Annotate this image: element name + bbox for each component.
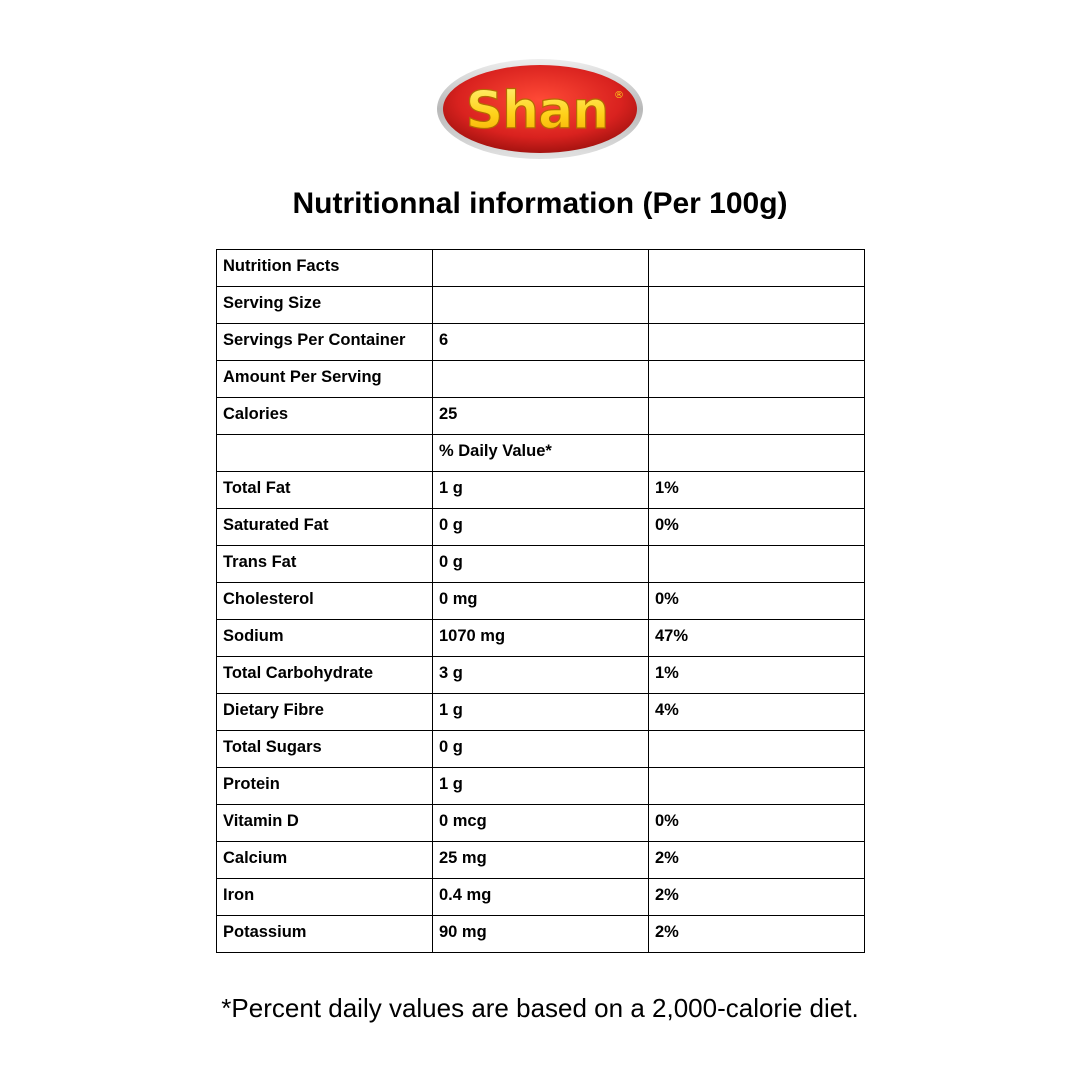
nutrient-name-cell: Total Carbohydrate (217, 657, 433, 694)
nutrient-name-cell: Cholesterol (217, 583, 433, 620)
daily-value-cell: 1% (649, 657, 865, 694)
table-row (217, 361, 865, 398)
nutrient-name-cell: Total Sugars (217, 731, 433, 768)
nutrient-name-cell: Protein (217, 768, 433, 805)
table-row (217, 842, 865, 879)
nutrient-name-cell: Amount Per Serving (217, 361, 433, 398)
daily-value-cell: 2% (649, 879, 865, 916)
nutrient-name-cell: Total Fat (217, 472, 433, 509)
amount-cell: 0 mcg (433, 805, 649, 842)
amount-cell: 0 g (433, 731, 649, 768)
nutrient-name-cell: Serving Size (217, 287, 433, 324)
table-row (217, 250, 865, 287)
amount-cell: 0 g (433, 509, 649, 546)
daily-value-cell (649, 250, 865, 287)
nutrient-name-cell (217, 435, 433, 472)
table-row (217, 620, 865, 657)
table-row (217, 657, 865, 694)
footnote: *Percent daily values are based on a 2,000-calorie diet. (221, 993, 859, 1023)
daily-value-cell: 2% (649, 916, 865, 953)
nutrient-name-cell: Potassium (217, 916, 433, 953)
amount-cell: 0 mg (433, 583, 649, 620)
daily-value-cell: 0% (649, 583, 865, 620)
table-row (217, 731, 865, 768)
amount-cell: 6 (433, 324, 649, 361)
amount-cell: 0.4 mg (433, 879, 649, 916)
table-row (217, 546, 865, 583)
table-row (217, 472, 865, 509)
logo-wordmark: Shan (465, 81, 609, 141)
daily-value-cell: 0% (649, 805, 865, 842)
amount-cell: 1070 mg (433, 620, 649, 657)
page-title: Nutritionnal information (Per 100g) (292, 187, 788, 220)
table-row (217, 287, 865, 324)
nutrient-name-cell: Iron (217, 879, 433, 916)
nutrition-table (216, 249, 865, 953)
table-row (217, 916, 865, 953)
daily-value-cell (649, 324, 865, 361)
amount-cell: 25 mg (433, 842, 649, 879)
amount-cell (433, 250, 649, 287)
daily-value-cell: 2% (649, 842, 865, 879)
table-row (217, 768, 865, 805)
shan-logo (436, 58, 644, 160)
table-row (217, 324, 865, 361)
daily-value-cell (649, 287, 865, 324)
amount-cell: 90 mg (433, 916, 649, 953)
table-row (217, 879, 865, 916)
nutrient-name-cell: Calories (217, 398, 433, 435)
amount-cell (433, 287, 649, 324)
nutrient-name-cell: Trans Fat (217, 546, 433, 583)
nutrient-name-cell: Saturated Fat (217, 509, 433, 546)
amount-cell: 3 g (433, 657, 649, 694)
daily-value-cell (649, 768, 865, 805)
daily-value-cell (649, 398, 865, 435)
table-row (217, 435, 865, 472)
amount-cell (433, 361, 649, 398)
table-row (217, 398, 865, 435)
daily-value-cell (649, 731, 865, 768)
daily-value-cell (649, 435, 865, 472)
daily-value-cell: 1% (649, 472, 865, 509)
nutrient-name-cell: Nutrition Facts (217, 250, 433, 287)
amount-cell: 1 g (433, 472, 649, 509)
nutrient-name-cell: Vitamin D (217, 805, 433, 842)
amount-cell: 1 g (433, 694, 649, 731)
amount-cell: 25 (433, 398, 649, 435)
nutrient-name-cell: Dietary Fibre (217, 694, 433, 731)
nutrient-name-cell: Calcium (217, 842, 433, 879)
amount-cell: % Daily Value* (433, 435, 649, 472)
amount-cell: 1 g (433, 768, 649, 805)
table-row (217, 805, 865, 842)
nutrient-name-cell: Servings Per Container (217, 324, 433, 361)
daily-value-cell: 4% (649, 694, 865, 731)
table-row (217, 583, 865, 620)
daily-value-cell: 47% (649, 620, 865, 657)
logo-registered-mark: ® (614, 90, 624, 101)
daily-value-cell (649, 361, 865, 398)
table-row (217, 509, 865, 546)
amount-cell: 0 g (433, 546, 649, 583)
table-row (217, 694, 865, 731)
daily-value-cell (649, 546, 865, 583)
daily-value-cell: 0% (649, 509, 865, 546)
nutrient-name-cell: Sodium (217, 620, 433, 657)
